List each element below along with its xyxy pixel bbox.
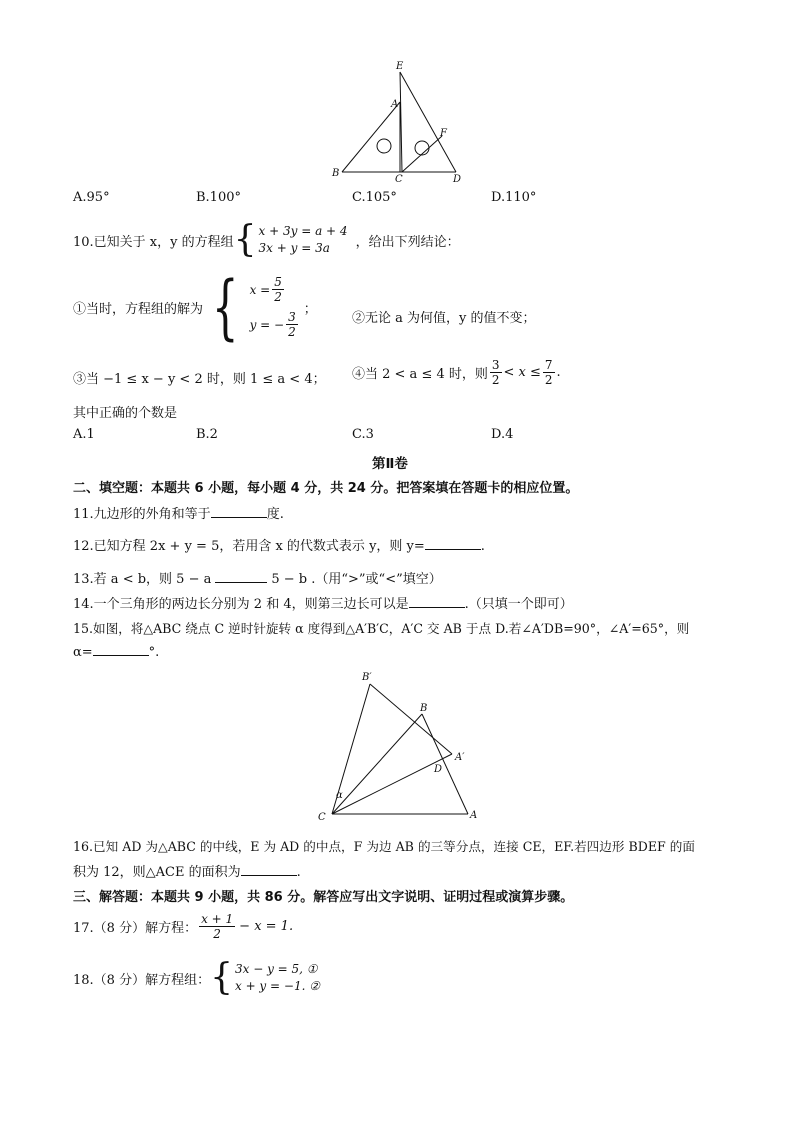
q17-num: x + 1 — [201, 912, 234, 926]
q18-system — [235, 961, 320, 995]
q9-label-b: B — [332, 168, 340, 179]
q15-line1: 15.如图，将△ABC 绕点 C 逆时针旋转 α 度得到△A′B′C，A′C 交 AB 于点 D.若∠A′DB=90°，∠A′=65°，则 — [73, 621, 690, 636]
q10-brace: { — [233, 219, 257, 260]
q10-conclusion-1 — [73, 266, 317, 348]
q10-eq1: x + 3y = a + 4 — [258, 224, 348, 238]
q9-label-f: F — [440, 128, 447, 139]
q15-label-d: D — [434, 764, 443, 775]
q17-post: − x = 1. — [239, 919, 294, 934]
q15-line2-pre: α= — [73, 645, 93, 660]
q12-blank — [425, 537, 481, 550]
q9-option-b: B.100° — [196, 190, 241, 205]
q9-figure — [330, 60, 470, 185]
q15-label-a1: A′ — [455, 752, 465, 763]
q15-label-alpha: α — [336, 790, 343, 801]
q10-option-d: D.4 — [491, 427, 514, 442]
q9-label-a: A — [391, 99, 399, 110]
q10-c4-r-den: 2 — [544, 373, 553, 387]
q13-blank — [215, 570, 267, 583]
q15-blank — [93, 643, 149, 656]
q10-c1-x-num: 5 — [274, 275, 282, 289]
q15-label-c: C — [318, 812, 326, 823]
q12-pre: 12.已知方程 2x + y = 5，若用含 x 的代数式表示 y，则 y= — [73, 539, 425, 554]
q9-label-c: C — [395, 174, 403, 185]
q18 — [73, 957, 320, 998]
q13 — [73, 568, 442, 587]
q17 — [73, 912, 293, 941]
q16-line1: 16.已知 AD 为△ABC 的中线，E 为 AD 的中点，F 为边 AB 的三等分点，连接 CE，EF.若四边形 BDEF 的面 — [73, 839, 695, 854]
q10-system — [259, 223, 348, 257]
q11-blank — [211, 505, 267, 518]
q10-c1-y-num: 3 — [288, 310, 296, 324]
q16-blank — [241, 863, 297, 876]
q9-option-a: A.95° — [73, 190, 110, 205]
q17-frac — [199, 912, 235, 941]
q16-line2-post: . — [296, 865, 301, 880]
q12-post: . — [480, 539, 485, 554]
q15-line2 — [73, 643, 159, 660]
q10-c4-right-frac — [543, 358, 555, 387]
q11-pre: 11.九边形的外角和等于 — [73, 507, 211, 522]
q9-label-e: E — [396, 61, 404, 72]
q18-pre: 18.（8 分）解方程组： — [73, 972, 211, 988]
q15-label-b1: B′ — [362, 672, 372, 683]
q10-c4-r-num: 7 — [544, 358, 553, 372]
q10-conclusion-2: ②无论 a 为何值，y 的值不变； — [352, 311, 536, 326]
q13-post: 5 − b .（用“>”或“<”填空） — [271, 572, 442, 587]
q10-c4-l-num: 3 — [491, 358, 500, 372]
q10-stem — [73, 219, 460, 260]
section2-title: 二、填空题：本题共 6 小题，每小题 4 分，共 24 分。把答案填在答题卡的相应位置。 — [73, 481, 579, 496]
q11-post: 度. — [266, 507, 284, 522]
q12 — [73, 535, 485, 554]
q10-c4-left-frac — [490, 358, 502, 387]
part2-title: 第Ⅱ卷 — [372, 456, 408, 472]
q9-label-d: D — [453, 174, 462, 185]
q10-stem-suffix: ，给出下列结论： — [355, 234, 460, 250]
q10-c4-prefix: ④当 2 < a ≤ 4 时，则 — [352, 367, 488, 382]
q16-line2-pre: 积为 12，则△ACE 的面积为 — [73, 865, 241, 880]
q10-conclusion-3: ③当 −1 ≤ x − y < 2 时，则 1 ≤ a < 4； — [73, 372, 326, 387]
q18-brace: { — [210, 957, 233, 998]
q10-c1-y-frac — [286, 310, 298, 339]
q10-stem-prefix: 10.已知关于 x，y 的方程组 — [73, 234, 234, 250]
q18-eq2: x + y = −1. ② — [234, 979, 320, 993]
q10-c1-prefix: ①当时，方程组的解为 — [73, 301, 204, 317]
q10-c1-x-frac — [272, 275, 284, 304]
q10-c1-x: x = — [249, 282, 271, 297]
q10-option-b: B.2 — [196, 427, 218, 442]
q18-eq1: 3x − y = 5, ① — [234, 962, 318, 976]
q9-option-d: D.110° — [491, 190, 537, 205]
q10-c1-y-den: 2 — [288, 325, 296, 339]
q14-blank — [409, 595, 465, 608]
q10-option-a: A.1 — [73, 427, 95, 442]
q10-ask: 其中正确的个数是 — [73, 406, 178, 421]
q14-post: .（只填一个即可） — [464, 597, 573, 612]
q10-c1-end: ； — [303, 301, 317, 317]
q10-option-c: C.3 — [352, 427, 374, 442]
q15-line2-post: °. — [148, 645, 160, 660]
q10-c1-brace: { — [211, 266, 239, 348]
q17-den: 2 — [213, 927, 221, 941]
q16-line2 — [73, 861, 301, 880]
q15-label-a: A — [470, 810, 478, 821]
q10-c1-y: y = − — [249, 317, 285, 332]
q10-c4-end: . — [556, 365, 561, 380]
q10-c1-x-den: 2 — [274, 290, 282, 304]
q10-c4-l-den: 2 — [491, 373, 500, 387]
q10-conclusion-4 — [352, 358, 561, 387]
q10-eq2: 3x + y = 3a — [258, 241, 330, 255]
section3-title: 三、解答题：本题共 9 小题，共 86 分。解答应写出文字说明、证明过程或演算步骤。 — [73, 890, 574, 905]
q11 — [73, 503, 284, 522]
q15-figure — [310, 668, 490, 824]
q13-pre: 13.若 a < b，则 5 − a — [73, 572, 212, 587]
q15-label-b: B — [420, 703, 428, 714]
q17-pre: 17.（8 分）解方程： — [73, 921, 198, 936]
q14-pre: 14.一个三角形的两边长分别为 2 和 4，则第三边长可以是 — [73, 597, 409, 612]
q14 — [73, 593, 573, 612]
q9-option-c: C.105° — [352, 190, 397, 205]
q10-c4-mid: < x ≤ — [503, 365, 541, 380]
